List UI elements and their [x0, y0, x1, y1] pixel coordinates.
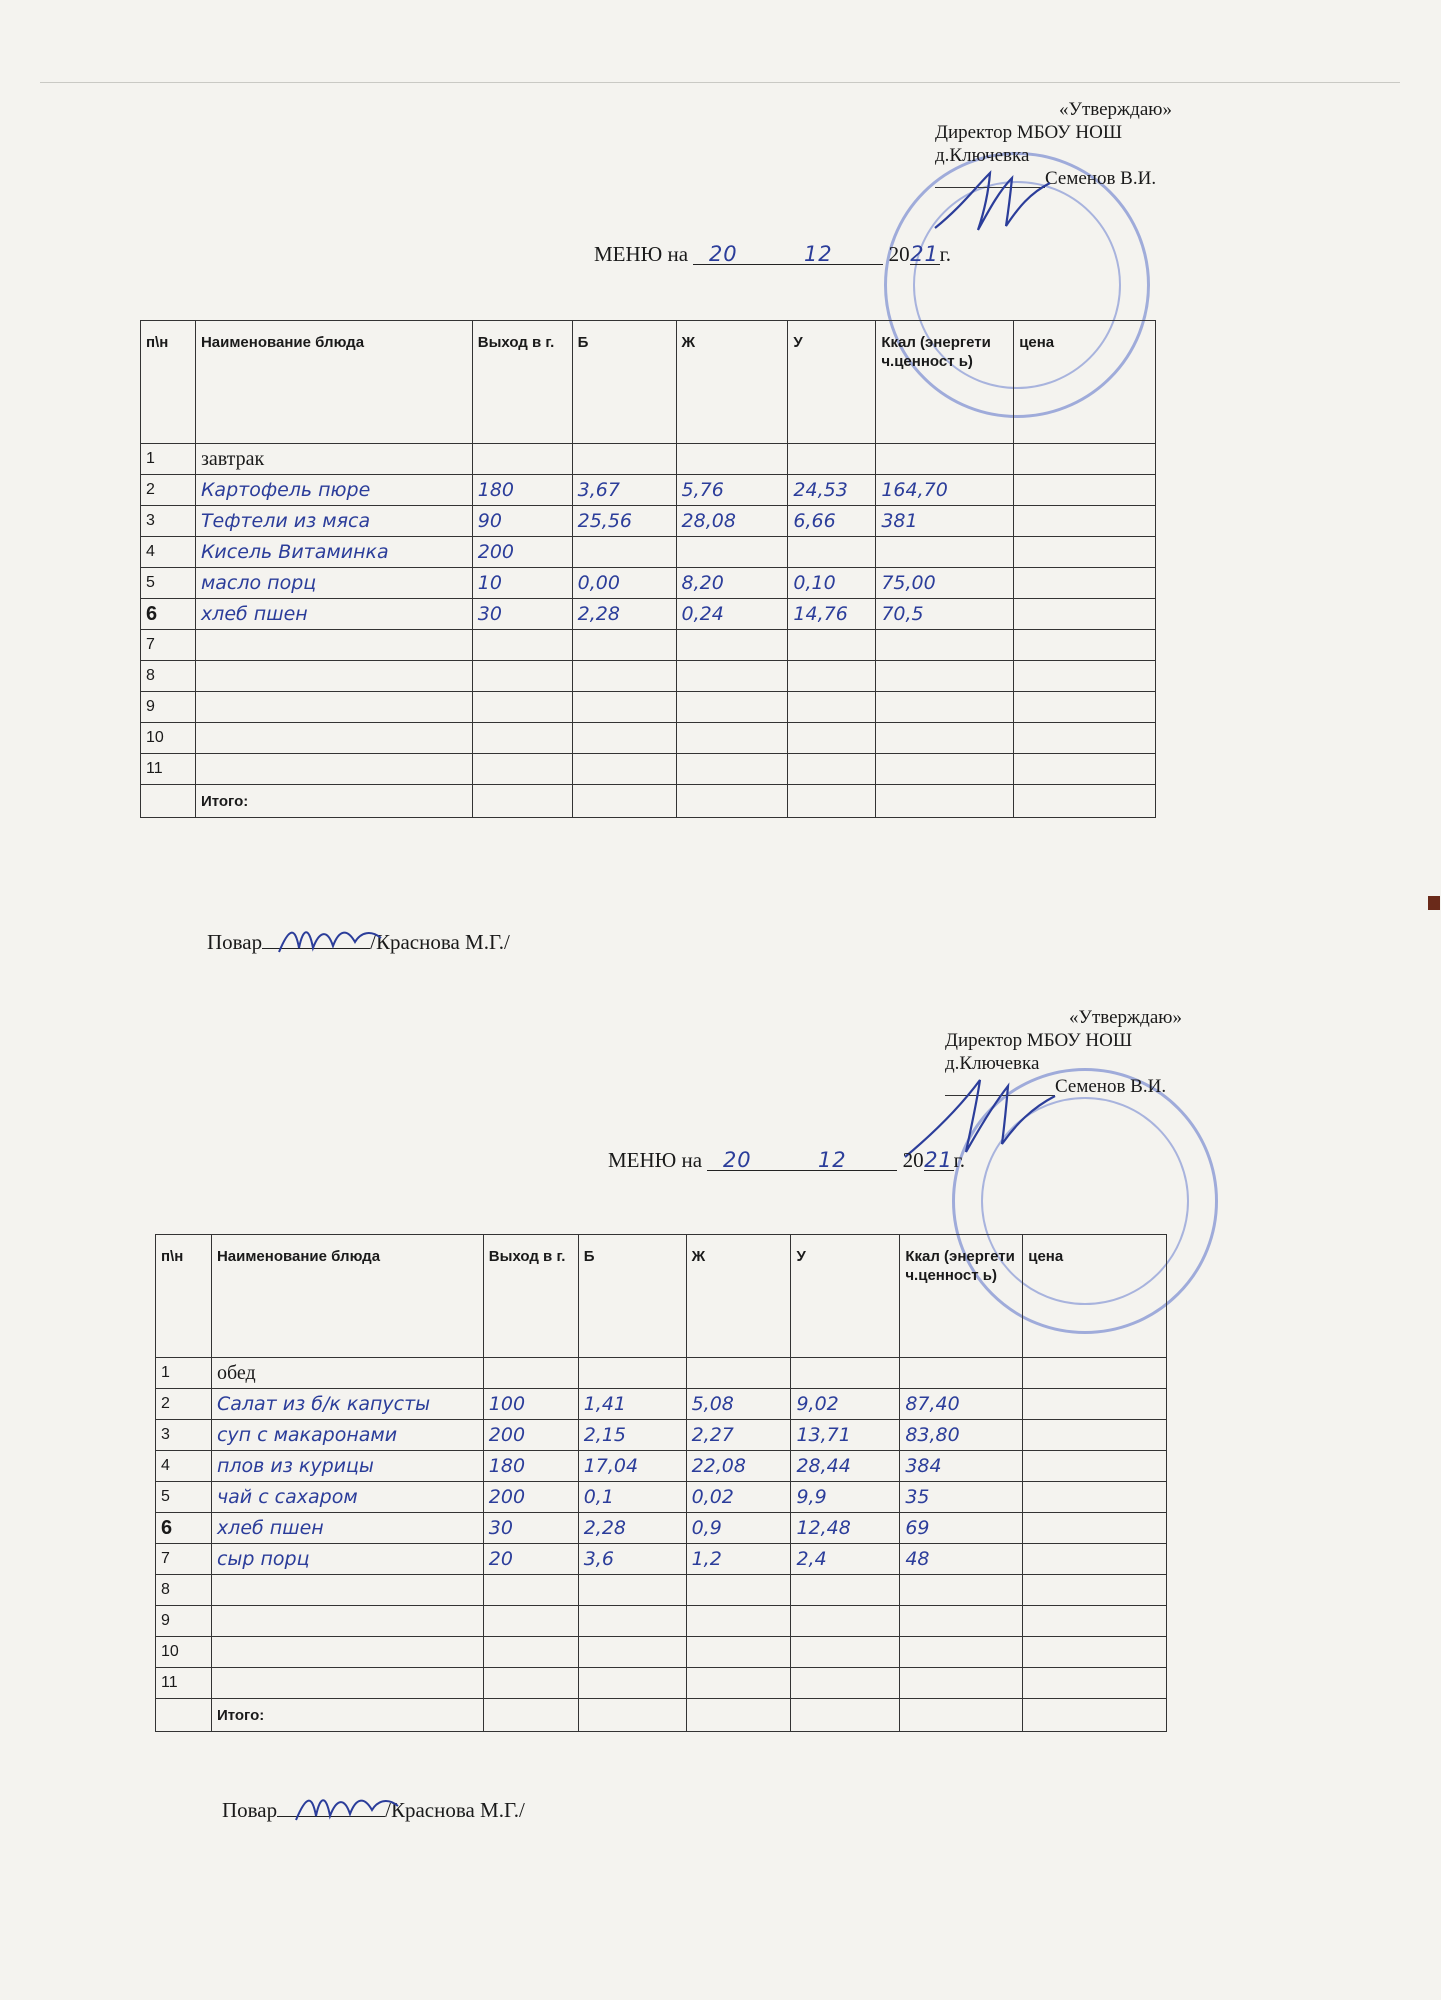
table-cell: 3,67: [572, 475, 676, 506]
table-row: [141, 537, 1156, 568]
row-number: 5: [156, 1482, 212, 1513]
table-cell: [572, 630, 676, 661]
table-cell: 2,4: [791, 1544, 900, 1575]
table-cell: [211, 1668, 483, 1699]
table-cell: 9,9: [791, 1482, 900, 1513]
table-cell: 1,41: [578, 1389, 686, 1420]
table-row: [141, 568, 1156, 599]
cook-name: /Краснова М.Г./: [385, 1798, 525, 1822]
total-label: Итого:: [195, 785, 472, 818]
table-row: [141, 723, 1156, 754]
row-number: 2: [141, 475, 196, 506]
table-cell: [876, 630, 1014, 661]
table-cell: 70,5: [876, 599, 1014, 630]
table-cell: 0,10: [788, 568, 876, 599]
table-cell: [791, 1668, 900, 1699]
header-cell: п\н: [141, 321, 196, 444]
table-cell: [1023, 1513, 1167, 1544]
table-cell: [676, 444, 788, 475]
table-cell: 17,04: [578, 1451, 686, 1482]
table-cell: [195, 661, 472, 692]
top-divider: [40, 82, 1400, 83]
row-number: 1: [156, 1358, 212, 1389]
approve-label: «Утверждаю»: [1059, 99, 1172, 120]
table-cell: [1014, 568, 1156, 599]
table-cell: 100: [483, 1389, 578, 1420]
header-cell: У: [788, 321, 876, 444]
table-cell: [788, 444, 876, 475]
table-cell: [472, 444, 572, 475]
table-cell: [876, 754, 1014, 785]
table-row: [156, 1668, 1167, 1699]
table-cell: [676, 723, 788, 754]
menu-year-prefix: 20: [888, 242, 910, 266]
menu-table: [155, 1234, 1167, 1732]
total-label: Итого:: [211, 1699, 483, 1732]
table-cell: 2,28: [572, 599, 676, 630]
table-cell: 0,9: [686, 1513, 791, 1544]
table-cell: [472, 723, 572, 754]
dish-name: сыр порц: [211, 1544, 483, 1575]
table-cell: [1014, 506, 1156, 537]
table-cell: [572, 754, 676, 785]
table-cell: [483, 1637, 578, 1668]
row-number: 4: [141, 537, 196, 568]
row-number: 11: [141, 754, 196, 785]
table-cell: [472, 692, 572, 723]
table-cell: [578, 1699, 686, 1732]
header-cell: Выход в г.: [472, 321, 572, 444]
table-row: [156, 1358, 1167, 1389]
table-cell: [211, 1637, 483, 1668]
row-number: 7: [156, 1544, 212, 1575]
table-cell: [876, 661, 1014, 692]
table-cell: [788, 537, 876, 568]
header-cell: Ж: [676, 321, 788, 444]
row-number: 11: [156, 1668, 212, 1699]
director-name: Семенов В.И.: [935, 167, 1172, 190]
menu-title-suffix: г.: [939, 242, 952, 266]
table-cell: [686, 1575, 791, 1606]
table-cell: [1014, 444, 1156, 475]
table-cell: [472, 785, 572, 818]
table-cell: [483, 1668, 578, 1699]
row-number: 6: [141, 599, 196, 630]
table-cell: [572, 692, 676, 723]
table-cell: [676, 692, 788, 723]
table-cell: [1014, 475, 1156, 506]
table-cell: [1014, 785, 1156, 818]
table-cell: [676, 661, 788, 692]
table-header-row: [141, 321, 1156, 444]
header-cell: Наименование блюда: [211, 1235, 483, 1358]
table-cell: 75,00: [876, 568, 1014, 599]
dish-name: Картофель пюре: [195, 475, 472, 506]
table-cell: 1,2: [686, 1544, 791, 1575]
table-cell: [578, 1358, 686, 1389]
table-cell: [788, 692, 876, 723]
table-cell: [1014, 723, 1156, 754]
dish-name: плов из курицы: [211, 1451, 483, 1482]
table-cell: [900, 1668, 1023, 1699]
table-cell: [686, 1637, 791, 1668]
table-row: [156, 1451, 1167, 1482]
table-row: [156, 1513, 1167, 1544]
header-cell: Ккал (энергети ч.ценност ь): [876, 321, 1014, 444]
table-cell: [876, 444, 1014, 475]
table-cell: 0,24: [676, 599, 788, 630]
table-cell: [788, 754, 876, 785]
menu-title-prefix: МЕНЮ на: [608, 1148, 703, 1172]
table-cell: [572, 661, 676, 692]
table-cell: [1023, 1575, 1167, 1606]
row-number: 8: [156, 1575, 212, 1606]
row-number: 5: [141, 568, 196, 599]
row-number: 10: [141, 723, 196, 754]
table-cell: 25,56: [572, 506, 676, 537]
header-cell: цена: [1023, 1235, 1167, 1358]
header-cell: Ккал (энергети ч.ценност ь): [900, 1235, 1023, 1358]
director-name: Семенов В.И.: [945, 1075, 1182, 1098]
table-cell: 2,28: [578, 1513, 686, 1544]
menu-day: 20: [722, 1148, 752, 1172]
table-cell: 200: [472, 537, 572, 568]
table-cell: [900, 1606, 1023, 1637]
row-number: 3: [141, 506, 196, 537]
table-cell: 3,6: [578, 1544, 686, 1575]
table-cell: 20: [483, 1544, 578, 1575]
table-cell: [676, 630, 788, 661]
table-row: [156, 1482, 1167, 1513]
cook-signature-icon: [275, 918, 385, 958]
table-cell: 28,44: [791, 1451, 900, 1482]
table-cell: 22,08: [686, 1451, 791, 1482]
table-row: [141, 630, 1156, 661]
table-cell: [483, 1606, 578, 1637]
table-cell: [195, 754, 472, 785]
cook-label: Повар: [222, 1798, 278, 1822]
dish-name: хлеб пшен: [211, 1513, 483, 1544]
table-cell: [686, 1668, 791, 1699]
table-cell: [686, 1358, 791, 1389]
table-cell: 83,80: [900, 1420, 1023, 1451]
table-row: [156, 1420, 1167, 1451]
table-cell: 6,66: [788, 506, 876, 537]
total-row: [141, 785, 1156, 818]
table-cell: 12,48: [791, 1513, 900, 1544]
table-cell: [1023, 1699, 1167, 1732]
director-title: Директор МБОУ НОШ: [935, 122, 1122, 143]
table-row: [141, 475, 1156, 506]
table-row: [156, 1575, 1167, 1606]
table-cell: 13,71: [791, 1420, 900, 1451]
header-cell: Б: [572, 321, 676, 444]
total-row: [156, 1699, 1167, 1732]
table-cell: [1023, 1420, 1167, 1451]
table-cell: 180: [472, 475, 572, 506]
village-name: д.Ключевка: [945, 1053, 1040, 1074]
table-cell: [900, 1699, 1023, 1732]
table-cell: 8,20: [676, 568, 788, 599]
table-cell: [676, 537, 788, 568]
table-cell: [791, 1606, 900, 1637]
table-cell: [1014, 630, 1156, 661]
village-name: д.Ключевка: [935, 145, 1030, 166]
table-cell: 87,40: [900, 1389, 1023, 1420]
table-cell: [686, 1606, 791, 1637]
director-title: Директор МБОУ НОШ: [945, 1030, 1132, 1051]
meal-label: обед: [211, 1358, 483, 1389]
table-cell: [156, 1699, 212, 1732]
table-cell: 14,76: [788, 599, 876, 630]
table-cell: [1014, 692, 1156, 723]
menu-year: 21: [910, 242, 939, 266]
row-number: 4: [156, 1451, 212, 1482]
table-cell: 30: [483, 1513, 578, 1544]
table-cell: [791, 1637, 900, 1668]
table-cell: [676, 754, 788, 785]
table-cell: [1014, 661, 1156, 692]
table-cell: 381: [876, 506, 1014, 537]
table-cell: [578, 1637, 686, 1668]
cook-label: Повар: [207, 930, 263, 954]
table-row: [156, 1637, 1167, 1668]
row-number: 9: [141, 692, 196, 723]
table-cell: 200: [483, 1420, 578, 1451]
header-cell: Выход в г.: [483, 1235, 578, 1358]
table-cell: [1023, 1606, 1167, 1637]
table-cell: [788, 723, 876, 754]
table-cell: [900, 1637, 1023, 1668]
table-cell: 384: [900, 1451, 1023, 1482]
menu-title-suffix: г.: [953, 1148, 966, 1172]
table-cell: 0,1: [578, 1482, 686, 1513]
menu-month: 12: [817, 1148, 847, 1172]
table-cell: 10: [472, 568, 572, 599]
table-cell: 9,02: [791, 1389, 900, 1420]
menu-year-prefix: 20: [902, 1148, 924, 1172]
table-cell: [472, 661, 572, 692]
table-cell: [483, 1699, 578, 1732]
table-cell: [211, 1606, 483, 1637]
table-cell: [211, 1575, 483, 1606]
table-cell: 2,15: [578, 1420, 686, 1451]
table-cell: 5,08: [686, 1389, 791, 1420]
cook-name: /Краснова М.Г./: [370, 930, 510, 954]
table-cell: [1014, 599, 1156, 630]
row-number: 1: [141, 444, 196, 475]
table-cell: 24,53: [788, 475, 876, 506]
header-cell: Б: [578, 1235, 686, 1358]
table-cell: [1023, 1389, 1167, 1420]
menu-title: [608, 1148, 965, 1173]
table-cell: [876, 692, 1014, 723]
table-cell: [578, 1606, 686, 1637]
dish-name: Тефтели из мяса: [195, 506, 472, 537]
table-cell: [483, 1575, 578, 1606]
table-cell: 90: [472, 506, 572, 537]
row-number: 2: [156, 1389, 212, 1420]
table-cell: [1023, 1544, 1167, 1575]
table-row: [141, 692, 1156, 723]
row-number: 3: [156, 1420, 212, 1451]
table-cell: [472, 754, 572, 785]
table-cell: 5,76: [676, 475, 788, 506]
table-cell: 2,27: [686, 1420, 791, 1451]
table-cell: [195, 630, 472, 661]
table-row: [141, 661, 1156, 692]
menu-month: 12: [803, 242, 833, 266]
table-cell: [572, 723, 676, 754]
edge-mark: [1428, 896, 1440, 910]
meal-label: завтрак: [195, 444, 472, 475]
table-row: [141, 599, 1156, 630]
table-cell: [1023, 1637, 1167, 1668]
table-cell: [876, 723, 1014, 754]
table-cell: [876, 785, 1014, 818]
dish-name: хлеб пшен: [195, 599, 472, 630]
table-cell: [472, 630, 572, 661]
table-cell: [572, 785, 676, 818]
dish-name: Салат из б/к капусты: [211, 1389, 483, 1420]
table-cell: [483, 1358, 578, 1389]
table-row: [156, 1606, 1167, 1637]
row-number: 6: [156, 1513, 212, 1544]
row-number: 9: [156, 1606, 212, 1637]
table-cell: [1023, 1358, 1167, 1389]
approve-label: «Утверждаю»: [1069, 1007, 1182, 1028]
dish-name: масло порц: [195, 568, 472, 599]
table-cell: [1014, 754, 1156, 785]
table-cell: [195, 692, 472, 723]
table-row: [156, 1389, 1167, 1420]
table-cell: [676, 785, 788, 818]
table-cell: [1014, 537, 1156, 568]
table-cell: [788, 630, 876, 661]
table-cell: [195, 723, 472, 754]
table-cell: 164,70: [876, 475, 1014, 506]
cook-signature-icon: [292, 1786, 402, 1826]
row-number: 10: [156, 1637, 212, 1668]
table-cell: [788, 785, 876, 818]
row-number: 7: [141, 630, 196, 661]
table-cell: [791, 1358, 900, 1389]
dish-name: Кисель Витаминка: [195, 537, 472, 568]
table-cell: [141, 785, 196, 818]
menu-day: 20: [708, 242, 738, 266]
menu-title-prefix: МЕНЮ на: [594, 242, 689, 266]
menu-title: [594, 242, 951, 267]
table-cell: 69: [900, 1513, 1023, 1544]
header-cell: Наименование блюда: [195, 321, 472, 444]
table-cell: 35: [900, 1482, 1023, 1513]
table-cell: [900, 1358, 1023, 1389]
table-cell: 0,00: [572, 568, 676, 599]
table-header-row: [156, 1235, 1167, 1358]
table-cell: 48: [900, 1544, 1023, 1575]
table-cell: [1023, 1482, 1167, 1513]
header-cell: цена: [1014, 321, 1156, 444]
row-number: 8: [141, 661, 196, 692]
table-cell: [791, 1699, 900, 1732]
table-row: [141, 754, 1156, 785]
menu-year: 21: [924, 1148, 953, 1172]
table-cell: [578, 1575, 686, 1606]
table-cell: [572, 444, 676, 475]
header-cell: п\н: [156, 1235, 212, 1358]
table-cell: [876, 537, 1014, 568]
table-cell: [578, 1668, 686, 1699]
header-cell: У: [791, 1235, 900, 1358]
table-row: [141, 444, 1156, 475]
director-signature-icon: [930, 168, 1060, 238]
table-cell: [788, 661, 876, 692]
table-cell: 0,02: [686, 1482, 791, 1513]
menu-table: [140, 320, 1156, 818]
table-cell: 200: [483, 1482, 578, 1513]
table-cell: [686, 1699, 791, 1732]
table-cell: [1023, 1451, 1167, 1482]
table-cell: [1023, 1668, 1167, 1699]
table-cell: [572, 537, 676, 568]
header-cell: Ж: [686, 1235, 791, 1358]
table-cell: 28,08: [676, 506, 788, 537]
table-row: [156, 1544, 1167, 1575]
table-row: [141, 506, 1156, 537]
table-cell: [791, 1575, 900, 1606]
table-cell: [900, 1575, 1023, 1606]
table-cell: 180: [483, 1451, 578, 1482]
table-cell: 30: [472, 599, 572, 630]
dish-name: суп с макаронами: [211, 1420, 483, 1451]
dish-name: чай с сахаром: [211, 1482, 483, 1513]
